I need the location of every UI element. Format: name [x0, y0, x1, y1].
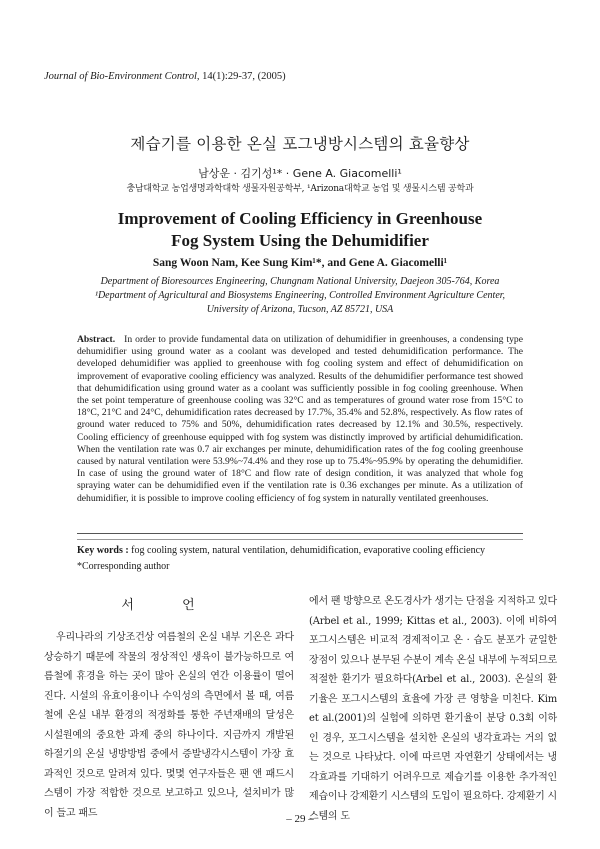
journal-citation [44, 71, 286, 82]
english-title-line1: Improvement of Cooling Efficiency in Greenhouse [117, 209, 483, 228]
korean-affiliation: 충남대학교 농업생명과학대학 생물자원공학부, ¹Arizona대학교 농업 및 생물시스템 공학과 [126, 184, 474, 194]
divider-top [77, 533, 523, 534]
abstract [77, 334, 523, 505]
page-number: – 29 – [286, 813, 314, 825]
body-paragraph-left: 우리나라의 기상조건상 여름철의 온실 내부 기온은 과다 상승하기 때문에 작물의 정상적인 생육이 불가능하므로 여름철에 휴경을 하는 곳이 많아 온실의 연간 이용률이 떨어진다. 시설의 유효이용이나 수익성의 측면에서 볼 때, 여름철에 온실 내부 환경의 적정화를 통한 주년재배의 달성은 시설원예의 중요한 과제 중의 하나이다. 지금까지 개발된 하절기의 온실 냉방방법 중에서 증발냉각시스템이 가장 효과적인 것으로 알려져 있다. 몇몇 연구자들은 팬 앤 패드시스템이 가장 적합한 것으로 보고하고 있으나, 설치비가 많이 들고 패드 [44, 632, 294, 819]
keywords-label: Key words : [77, 545, 129, 556]
affiliation-line3: University of Arizona, Tucson, AZ 85721, USA [206, 304, 394, 315]
korean-authors: 남상운 · 김기성¹* · Gene A. Giacomelli¹ [198, 167, 402, 180]
journal-name: Journal of Bio-Environment Control, [44, 71, 200, 82]
english-title [0, 208, 600, 252]
body-column-right [309, 592, 557, 826]
journal-volume: 14(1):29-37, (2005) [202, 71, 286, 82]
affiliation-line1: Department of Bioresources Engineering, Chungnam National University, Daejeon 305-764, Korea [100, 276, 500, 287]
body-paragraph-right: 에서 팬 방향으로 온도경사가 생기는 단점을 지적하고 있다(Arbel et al., 1999; Kittas et al., 2003). 이에 비하여 포그시스템은 비교적 경제적이고 온 · 습도 분포가 균일한 장점이 있으나 분무된 수분이 계속 온실 내부에 누적되므로 적절한 환기가 필요하다(Arbel et al., 2003). 온실의 환기율은 포그시스템의 효율에 가장 큰 영향을 미친다. Kim et al.(2001)의 실험에 의하면 환기율이 분당 0.3회 이하인 경우, 포그시스템을 설치한 온실의 냉각효과는 거의 없는 것으로 나타났다. 이에 따르면 자연환기 상태에서는 냉각효과를 기대하기 어려우므로 제습기를 이용한 추가적인 제습이나 강제환기 시스템의 도입이 필요하다. 강제환기 시스템의 도 [309, 596, 557, 822]
keywords [77, 545, 537, 556]
english-authors: Sang Woon Nam, Kee Sung Kim¹*, and Gene A. Giacomelli¹ [152, 257, 448, 269]
english-title-line2: Fog System Using the Dehumidifier [171, 231, 429, 250]
abstract-text: In order to provide fundamental data on utilization of dehumidifier in greenhouses, a condensing type dehumidifier using ground water as a coolant was developed and tested dehumidification performance. The developed dehumidifier was applied to greenhouse with fog cooling system and effect of dehumidification on improvement of evaporative cooling efficiency was analyzed. Results of the dehumidifier performance test showed that dehumidification using ground water as a coolant was sufficiently possible in fog cooling greenhouse. When the set point temperature of greenhouse cooling was 32°C and as temperatures of ground water rose from 15°C to 18°C, 21°C and 24°C, dehumidification rates decreased by 17.7%, 35.4% and 52.8%, respectively. As flow rates of ground water reduced to 75% and 50%, dehumidification rates decreased by 12.1% and 30.5%, respectively. Cooling efficiency of greenhouse equipped with fog system was distinctly improved by artificial dehumidification. When the ventilation rate was 0.7 air exchanges per minute, dehumidification rates of the fog cooling greenhouse caused by natural ventilation were 53.9%~74.4% and they rose up to 75.4%~95.9% by operating the dehumidifier. In case of using the ground water of 18°C and flow rate of design condition, it was analyzed that whole fog spraying water can be dehumidified even if the ventilation rate is 0.36 exchanges per minute. As a utilization of dehumidifier, it is possible to improve cooling efficiency of fog system in naturally ventilated greenhouses. [77, 334, 523, 504]
korean-title: 제습기를 이용한 온실 포그냉방시스템의 효율향상 [130, 135, 470, 153]
body-column-left [44, 628, 294, 823]
affiliation-line2: ¹Department of Agricultural and Biosystems Engineering, Controlled Environment Agriculture Center, [94, 290, 506, 301]
keywords-text: fog cooling system, natural ventilation, dehumidification, evaporative cooling efficiency [131, 545, 486, 556]
section-heading: 서 언 [121, 598, 217, 613]
divider-bottom [77, 539, 523, 540]
english-affiliation [0, 275, 600, 317]
corresponding-author-note: *Corresponding author [77, 561, 170, 572]
abstract-label: Abstract. [77, 334, 116, 345]
